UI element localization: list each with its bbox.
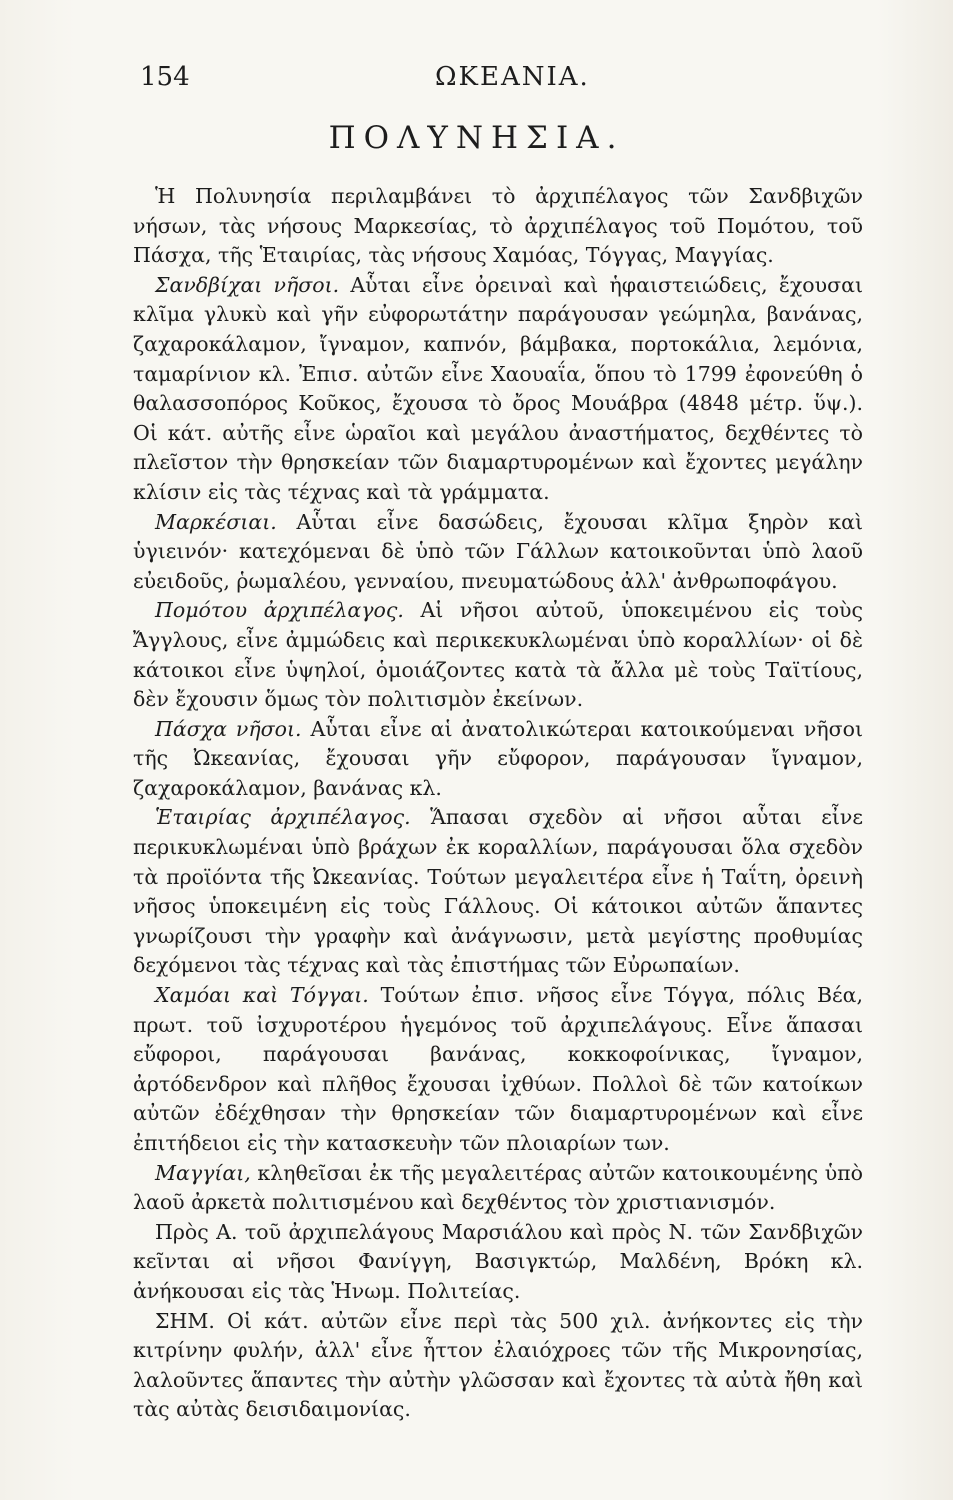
paragraph-lead: Σανδβίχαι νῆσοι.	[155, 272, 340, 297]
body-text	[133, 182, 863, 1425]
paragraph-text: Αἱ νῆσοι αὐτοῦ, ὑποκειμένου εἰς τοὺς Ἄγγλους, εἶνε ἀμμώδεις καὶ περικεκυκλωμέναι ὑπὸ κοραλλίων· οἱ δὲ κάτοικοι εἶνε ὑψηλοί, ὁμοιάζοντες κατὰ τὰ ἄλλα μὲ τοὺς Ταϊτίους, δὲν ἔχουσιν ὅμως τὸν πολιτισμὸν ἐκείνων.	[133, 598, 863, 712]
paragraph	[133, 508, 863, 597]
paragraph-text: Ἡ Πολυνησία περιλαμβάνει τὸ ἀρχιπέλαγος τῶν Σανδβιχῶν νήσων, τὰς νήσους Μαρκεσίας, τὸ ἀρχιπέλαγος τοῦ Πομότου, τοῦ Πάσχα, τῆς Ἑταιρίας, τὰς νήσους Χαμόας, Τόγγας, Μαγγίας.	[133, 184, 863, 268]
paragraph	[133, 803, 863, 981]
paragraph-text: Αὗται εἶνε αἱ ἀνατολικώτεραι κατοικούμεναι νῆσοι τῆς Ὠκεανίας, ἔχουσαι γῆν εὔφορον, παράγουσαν ἴγναμον, ζαχαροκάλαμον, βανάνας κλ.	[133, 716, 863, 800]
paragraph	[133, 596, 863, 714]
chapter-title: ΠΟΛΥΝΗΣΙΑ.	[328, 120, 625, 156]
paragraph-lead: Μαγγίαι,	[155, 1160, 251, 1185]
paragraph	[133, 715, 863, 804]
paragraph	[133, 1218, 863, 1307]
paragraph-lead: Πάσχα νῆσοι.	[155, 716, 302, 741]
paragraph-text: Πρὸς Α. τοῦ ἀρχιπελάγους Μαρσιάλου καὶ πρὸς Ν. τῶν Σανδβιχῶν κεῖνται αἱ νῆσοι Φανίγγη, Βασιγκτώρ, Μαλδένη, Βρόκη κλ. ἀνήκουσαι εἰς τὰς Ἡνωμ. Πολιτείας.	[133, 1219, 863, 1303]
paragraph-text: Αὗται εἶνε δασώδεις, ἔχουσαι κλῖμα ξηρὸν καὶ ὑγιεινόν· κατεχόμεναι δὲ ὑπὸ τῶν Γάλλων κατοικοῦνται ὑπὸ λαοῦ εὐειδοῦς, ῥωμαλέου, γενναίου, πνευματώδους ἀλλ' ἀνθρωποφάγου.	[133, 509, 863, 593]
paragraph-text: ΣΗΜ. Οἱ κάτ. αὐτῶν εἶνε περὶ τὰς 500 χιλ. ἀνήκοντες εἰς τὴν κιτρίνην φυλήν, ἀλλ' εἶνε ἧττον ἐλαιόχροες τῶν τῆς Μικρονησίας, λαλοῦντες ἅπαντες τὴν αὐτὴν γλῶσσαν καὶ ἔχοντες τὰ αὐτὰ ἤθη καὶ τὰς αὐτὰς δεισιδαιμονίας.	[133, 1308, 863, 1422]
paragraph-lead: Μαρκέσιαι.	[155, 509, 277, 534]
paragraph-lead: Χαμόαι καὶ Τόγγαι.	[155, 983, 369, 1008]
paragraph-lead: Ἑταιρίας ἀρχιπέλαγος.	[155, 805, 411, 830]
paragraph-text: Αὗται εἶνε ὀρειναὶ καὶ ἡφαιστειώδεις, ἔχουσαι κλῖμα γλυκὺ καὶ γῆν εὐφορωτάτην παράγουσαν γεώμηλα, βανάνας, ζαχαροκάλαμον, ἴγναμον, καπνόν, βάμβακα, πορτοκάλια, λεμόνια, ταμαρίνιον κλ. Ἐπισ. αὐτῶν εἶνε Χαουαΐα, ὅπου τὸ 1799 ἐφονεύθη ὁ θαλασσοπόρος Κοῦκος, ἔχουσα τὸ ὄρος Μουάβρα (4848 μέτρ. ὕψ.). Οἱ κάτ. αὐτῆς εἶνε ὡραῖοι καὶ μεγάλου ἀναστήματος, δεχθέντες τὸ πλεῖστον τὴν θρησκείαν τῶν διαμαρτυρομένων καὶ ἔχοντες μεγάλην κλίσιν εἰς τὰς τέχνας καὶ τὰ γράμματα.	[133, 272, 863, 504]
page-number: 154	[140, 62, 190, 92]
paragraph-lead: Πομότου ἀρχιπέλαγος.	[155, 598, 404, 623]
paragraph	[133, 1307, 863, 1425]
paragraph	[133, 271, 863, 508]
paragraph	[133, 1159, 863, 1218]
running-title: ΩΚΕΑΝΙΑ.	[435, 62, 590, 92]
paragraph	[133, 981, 863, 1159]
paragraph-text: Τούτων ἐπισ. νῆσος εἶνε Τόγγα, πόλις Βέα, πρωτ. τοῦ ἰσχυροτέρου ἡγεμόνος τοῦ ἀρχιπελάγους. Εἶνε ἅπασαι εὔφοροι, παράγουσαι βανάνας, κοκκοφοίνικας, ἴγναμον, ἀρτόδενδρον καὶ πλῆθος ἔχουσαι ἰχθύων. Πολλοὶ δὲ τῶν κατοίκων αὐτῶν ἐδέχθησαν τὴν θρησκείαν τῶν διαμαρτυρομένων καὶ εἶνε ἐπιτήδειοι εἰς τὴν κατασκευὴν τῶν πλοιαρίων των.	[133, 983, 863, 1155]
paragraph	[133, 182, 863, 271]
paragraph-text: Ἅπασαι σχεδὸν αἱ νῆσοι αὗται εἶνε περικυκλωμέναι ὑπὸ βράχων ἐκ κοραλλίων, παράγουσαι ὅλα σχεδὸν τὰ προϊόντα τῆς Ὠκεανίας. Τούτων μεγαλειτέρα εἶνε ἡ Ταΐτη, ὀρεινὴ νῆσος ὑποκειμένη εἰς τοὺς Γάλλους. Οἱ κάτοικοι αὐτῶν ἅπαντες γνωρίζουσι τὴν γραφὴν καὶ ἀνάγνωσιν, μετὰ μεγίστης προθυμίας δεχόμενοι τὰς τέχνας καὶ τὰς ἐπιστήμας τῶν Εὐρωπαίων.	[133, 805, 863, 978]
running-head	[140, 62, 860, 102]
paragraph-text: κληθεῖσαι ἐκ τῆς μεγαλειτέρας αὐτῶν κατοικουμένης ὑπὸ λαοῦ ἀρκετὰ πολιτισμένου καὶ δεχθέντος τὸν χριστιανισμόν.	[133, 1160, 863, 1215]
